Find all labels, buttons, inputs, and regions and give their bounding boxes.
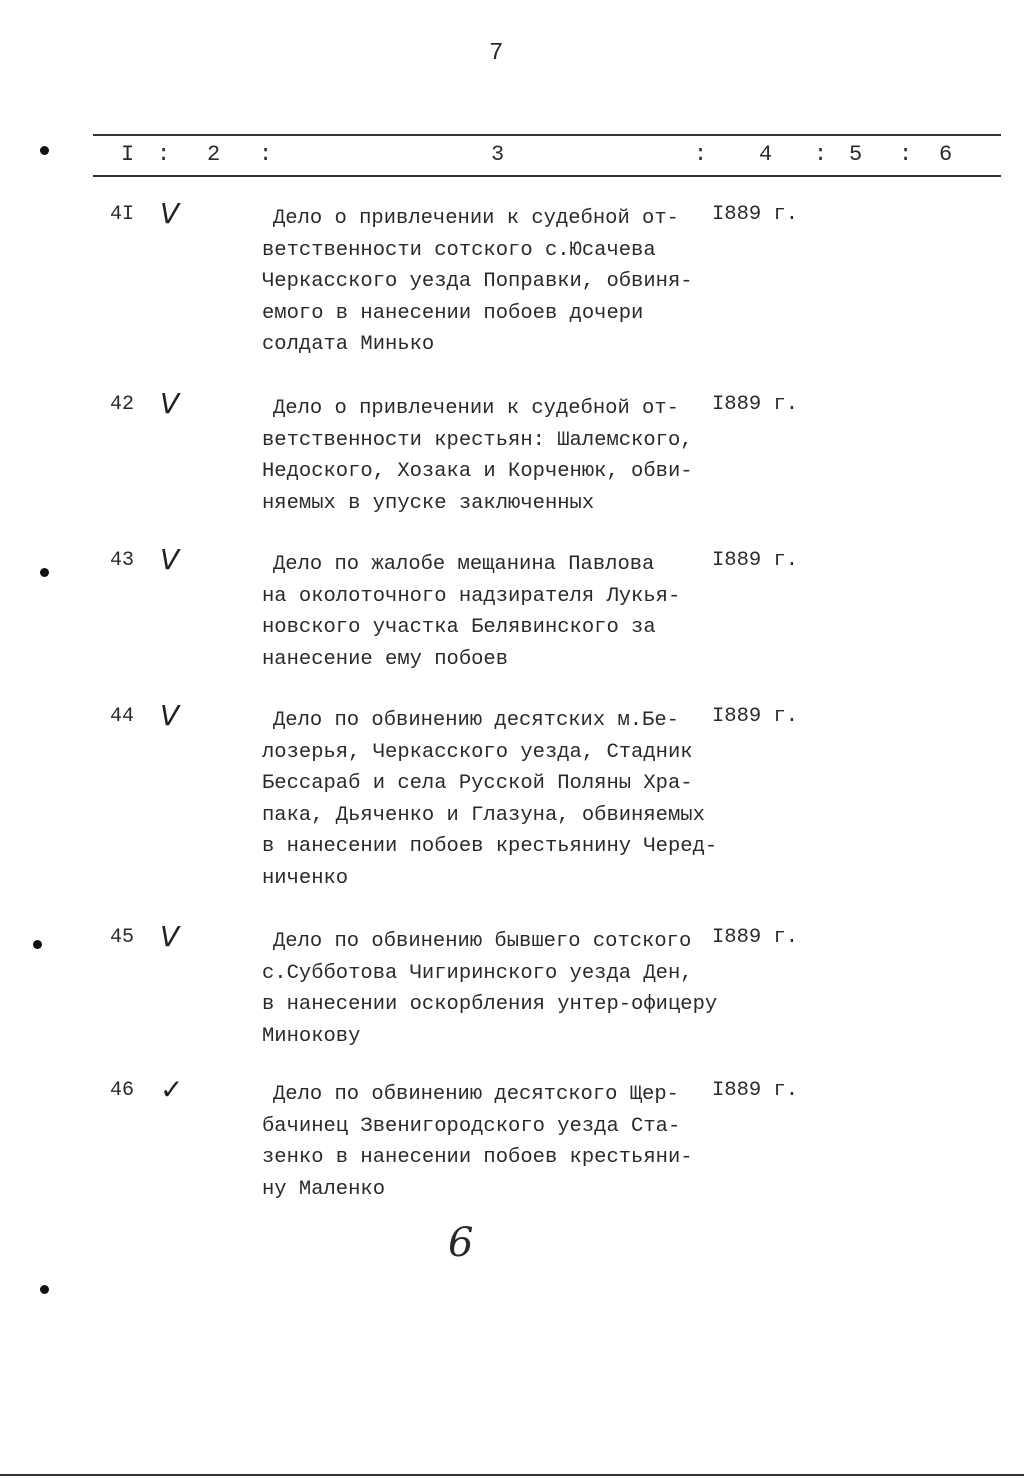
description-line: солдата Минько	[262, 333, 435, 356]
entry-year: I889 г.	[712, 549, 799, 572]
description-line: новского участка Белявинского за	[262, 616, 656, 639]
punch-hole-mark	[40, 1285, 49, 1294]
description-line: пака, Дьяченко и Глазуна, обвиняемых	[262, 803, 705, 827]
check-mark-icon: V	[160, 699, 180, 732]
header-col-2: 2	[207, 142, 221, 167]
description-line: Дело о привлечении к судебной от-	[273, 207, 679, 230]
check-mark-icon: V	[160, 387, 180, 420]
header-sep: :	[694, 142, 708, 167]
entry-year: I889 г.	[712, 203, 799, 226]
entry-year: I889 г.	[712, 926, 799, 949]
description-line: ветственности крестьян: Шалемского,	[262, 428, 693, 452]
entry-number: 46	[110, 1079, 135, 1102]
description-line: Дело по обвинению десятского Щер-	[273, 1083, 679, 1106]
entry-description	[262, 203, 693, 361]
entry-description	[262, 705, 717, 894]
description-line: Дело по обвинению бывшего сотского	[273, 930, 692, 953]
description-line: няемых в упуске заключенных	[262, 491, 595, 515]
punch-hole-mark	[33, 940, 42, 949]
bottom-edge-rule	[0, 1474, 1024, 1476]
entry-number: 42	[110, 393, 135, 416]
description-line: на околоточного надзирателя Лукья-	[262, 584, 681, 608]
handwritten-sheet-number: 6	[448, 1220, 474, 1266]
entry-number: 45	[110, 926, 135, 949]
description-line: в нанесении побоев крестьянину Черед-	[262, 835, 718, 858]
description-line: Черкасского уезда Поправки, обвиня-	[262, 270, 693, 293]
description-line: емого в нанесении побоев дочери	[262, 301, 644, 325]
entry-description	[262, 926, 717, 1052]
header-col-5: 5	[849, 142, 863, 167]
table-header-top-rule	[93, 134, 1001, 136]
check-mark-icon: V	[160, 543, 180, 576]
description-line: Бессараб и села Русской Поляны Хра-	[262, 772, 693, 795]
entry-number: 44	[110, 705, 135, 728]
entry-description	[262, 393, 693, 519]
header-sep: :	[814, 142, 828, 167]
description-line: в нанесении оскорбления унтер-офицеру	[262, 993, 718, 1016]
entry-description	[262, 549, 680, 675]
description-line: лозерья, Черкасского уезда, Стадник	[262, 740, 693, 764]
punch-hole-mark	[40, 146, 49, 155]
header-col-6: 6	[939, 142, 953, 167]
header-sep: :	[157, 142, 171, 167]
description-line: ветственности сотского с.Юсачева	[262, 238, 656, 262]
description-line: Недоского, Хозака и Корченюк, обви-	[262, 460, 693, 483]
table-header-bottom-rule	[93, 175, 1001, 177]
header-col-3: 3	[491, 142, 505, 167]
header-col-4: 4	[759, 142, 773, 167]
description-line: ну Маленко	[262, 1177, 386, 1201]
description-line: Дело о привлечении к судебной от-	[273, 397, 679, 420]
header-col-1: I	[121, 142, 135, 167]
entry-year: I889 г.	[712, 393, 799, 416]
header-sep: :	[899, 142, 913, 167]
description-line: Дело по обвинению десятских м.Бе-	[273, 709, 679, 732]
entry-description	[262, 1079, 693, 1205]
page-number: 7	[489, 40, 504, 67]
check-mark-icon: V	[160, 920, 180, 953]
check-mark-icon: ✓	[160, 1073, 184, 1106]
description-line: Дело по жалобе мещанина Павлова	[273, 553, 655, 576]
entry-number: 43	[110, 549, 135, 572]
entry-year: I889 г.	[712, 705, 799, 728]
description-line: нанесение ему побоев	[262, 647, 509, 671]
description-line: бачинец Звенигородского уезда Ста-	[262, 1114, 681, 1138]
description-line: Минокову	[262, 1024, 361, 1048]
entry-number: 4I	[110, 203, 135, 226]
header-sep: :	[259, 142, 273, 167]
description-line: ниченко	[262, 866, 349, 890]
description-line: с.Субботова Чигиринского уезда Ден,	[262, 961, 693, 985]
description-line: зенко в нанесении побоев крестьяни-	[262, 1146, 693, 1169]
check-mark-icon: V	[160, 197, 180, 230]
punch-hole-mark	[40, 568, 49, 577]
entry-year: I889 г.	[712, 1079, 799, 1102]
